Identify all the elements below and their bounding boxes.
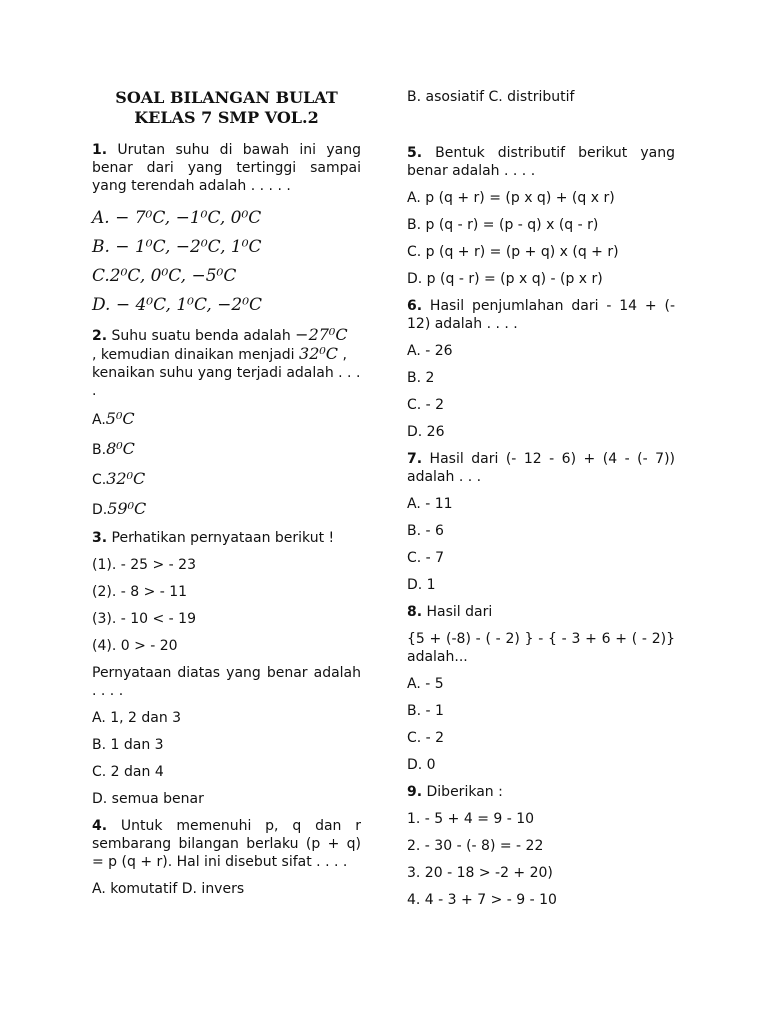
q2-option-d (92, 499, 361, 520)
q7-option-d: D. 1 (407, 577, 436, 593)
option-value: 8⁰C (106, 439, 135, 458)
question-number: 2. (92, 328, 108, 344)
option-value: 32⁰C (106, 469, 146, 488)
q5-option-c: C. p (q + r) = (p + q) x (q + r) (407, 244, 619, 260)
option-letter: D. (92, 502, 108, 518)
question-number: 7. (407, 451, 423, 467)
q6-option-d: D. 26 (407, 424, 445, 440)
question-9 (407, 783, 675, 801)
question-text: Urutan suhu di bawah ini yang benar dari yang tertinggi sampai yang terendah adalah . . . . . (92, 142, 361, 194)
q3-prompt: Pernyataan diatas yang benar adalah . . . . (92, 665, 361, 699)
q9-statement-4: 4. 4 - 3 + 7 > - 9 - 10 (407, 892, 557, 908)
q6-option-a: A. - 26 (407, 343, 453, 359)
right-column (407, 88, 675, 918)
question-text: Perhatikan pernyataan berikut ! (107, 530, 335, 546)
q9-statement-2: 2. - 30 - (- 8) = - 22 (407, 838, 544, 854)
question-number: 1. (92, 142, 108, 158)
option-value: 5⁰C (105, 409, 135, 428)
left-column (92, 88, 361, 907)
q9-statement-1: 1. - 5 + 4 = 9 - 10 (407, 811, 535, 827)
question-number: 8. (407, 604, 423, 620)
question-8 (407, 603, 675, 621)
question-2 (92, 326, 361, 400)
math-expression: −27⁰C (295, 325, 348, 344)
title-line-2: KELAS 7 SMP VOL.2 (134, 108, 319, 127)
q7-option-b: B. - 6 (407, 523, 444, 539)
q6-option-c: C. - 2 (407, 397, 445, 413)
q3-statement-4: (4). 0 > - 20 (92, 638, 178, 654)
worksheet-title (92, 88, 361, 128)
question-text: Hasil penjumlahan dari - 14 + (- 12) adalah . . . . (407, 298, 675, 332)
q8-option-a: A. - 5 (407, 676, 444, 692)
option-letter: C. (92, 472, 107, 488)
q3-statement-2: (2). - 8 > - 11 (92, 584, 188, 600)
q3-statement-1: (1). - 25 > - 23 (92, 557, 196, 573)
q2-option-a (92, 409, 361, 430)
q3-option-d: D. semua benar (92, 791, 204, 807)
question-7 (407, 450, 675, 486)
question-1 (92, 141, 361, 195)
option-letter: B. (92, 442, 107, 458)
q1-option-b: B. − 1⁰C, −2⁰C, 1⁰C (92, 237, 262, 257)
question-number: 4. (92, 818, 108, 834)
question-number: 9. (407, 784, 423, 800)
q1-option-c: C.2⁰C, 0⁰C, −5⁰C (92, 266, 237, 286)
q6-option-b: B. 2 (407, 370, 435, 386)
math-expression: 32⁰C (299, 344, 339, 363)
question-number: 6. (407, 298, 423, 314)
q3-statement-3: (3). - 10 < - 19 (92, 611, 196, 627)
question-text: Hasil dari (- 12 - 6) + (4 - (- 7)) adalah . . . (407, 451, 675, 485)
q2-option-c (92, 469, 361, 490)
q3-option-c: C. 2 dan 4 (92, 764, 164, 780)
question-number: 3. (92, 530, 108, 546)
q1-option-d: D. − 4⁰C, 1⁰C, −2⁰C (92, 295, 263, 315)
q3-option-b: B. 1 dan 3 (92, 737, 164, 753)
q5-option-d: D. p (q - r) = (p x q) - (p x r) (407, 271, 603, 287)
question-text: Untuk memenuhi p, q dan r sembarang bilangan berlaku (p + q) = p (q + r). Hal ini disebut sifat . . . . (92, 818, 361, 870)
option-value: 59⁰C (107, 499, 147, 518)
question-text: Hasil dari (422, 604, 493, 620)
q4-options-left: A. komutatif D. invers (92, 881, 245, 897)
q4-options-right: B. asosiatif C. distributif (407, 89, 575, 105)
question-6 (407, 297, 675, 333)
q9-statement-3: 3. 20 - 18 > -2 + 20) (407, 865, 553, 881)
question-text: Diberikan : (422, 784, 503, 800)
q7-option-c: C. - 7 (407, 550, 445, 566)
q7-option-a: A. - 11 (407, 496, 453, 512)
question-text: Suhu suatu benda adalah (107, 328, 296, 344)
q8-option-d: D. 0 (407, 757, 436, 773)
q2-option-b (92, 439, 361, 460)
question-text: Bentuk distributif berikut yang benar adalah . . . . (407, 145, 675, 179)
question-4 (92, 817, 361, 871)
q8-option-c: C. - 2 (407, 730, 445, 746)
option-letter: A. (92, 412, 106, 428)
title-line-1: SOAL BILANGAN BULAT (115, 88, 338, 107)
question-5 (407, 144, 675, 180)
q3-option-a: A. 1, 2 dan 3 (92, 710, 182, 726)
q5-option-a: A. p (q + r) = (p x q) + (q x r) (407, 190, 615, 206)
question-text: , kenaikan suhu yang terjadi adalah . . . . (92, 347, 361, 399)
question-text: , kemudian dinaikan menjadi (92, 347, 300, 363)
q8-option-b: B. - 1 (407, 703, 444, 719)
q8-expression: {5 + (-8) - ( - 2) } - { - 3 + 6 + ( - 2)} adalah... (407, 631, 675, 665)
question-number: 5. (407, 145, 423, 161)
q1-option-a: A. − 7⁰C, −1⁰C, 0⁰C (92, 208, 262, 228)
q5-option-b: B. p (q - r) = (p - q) x (q - r) (407, 217, 599, 233)
question-3 (92, 529, 361, 547)
